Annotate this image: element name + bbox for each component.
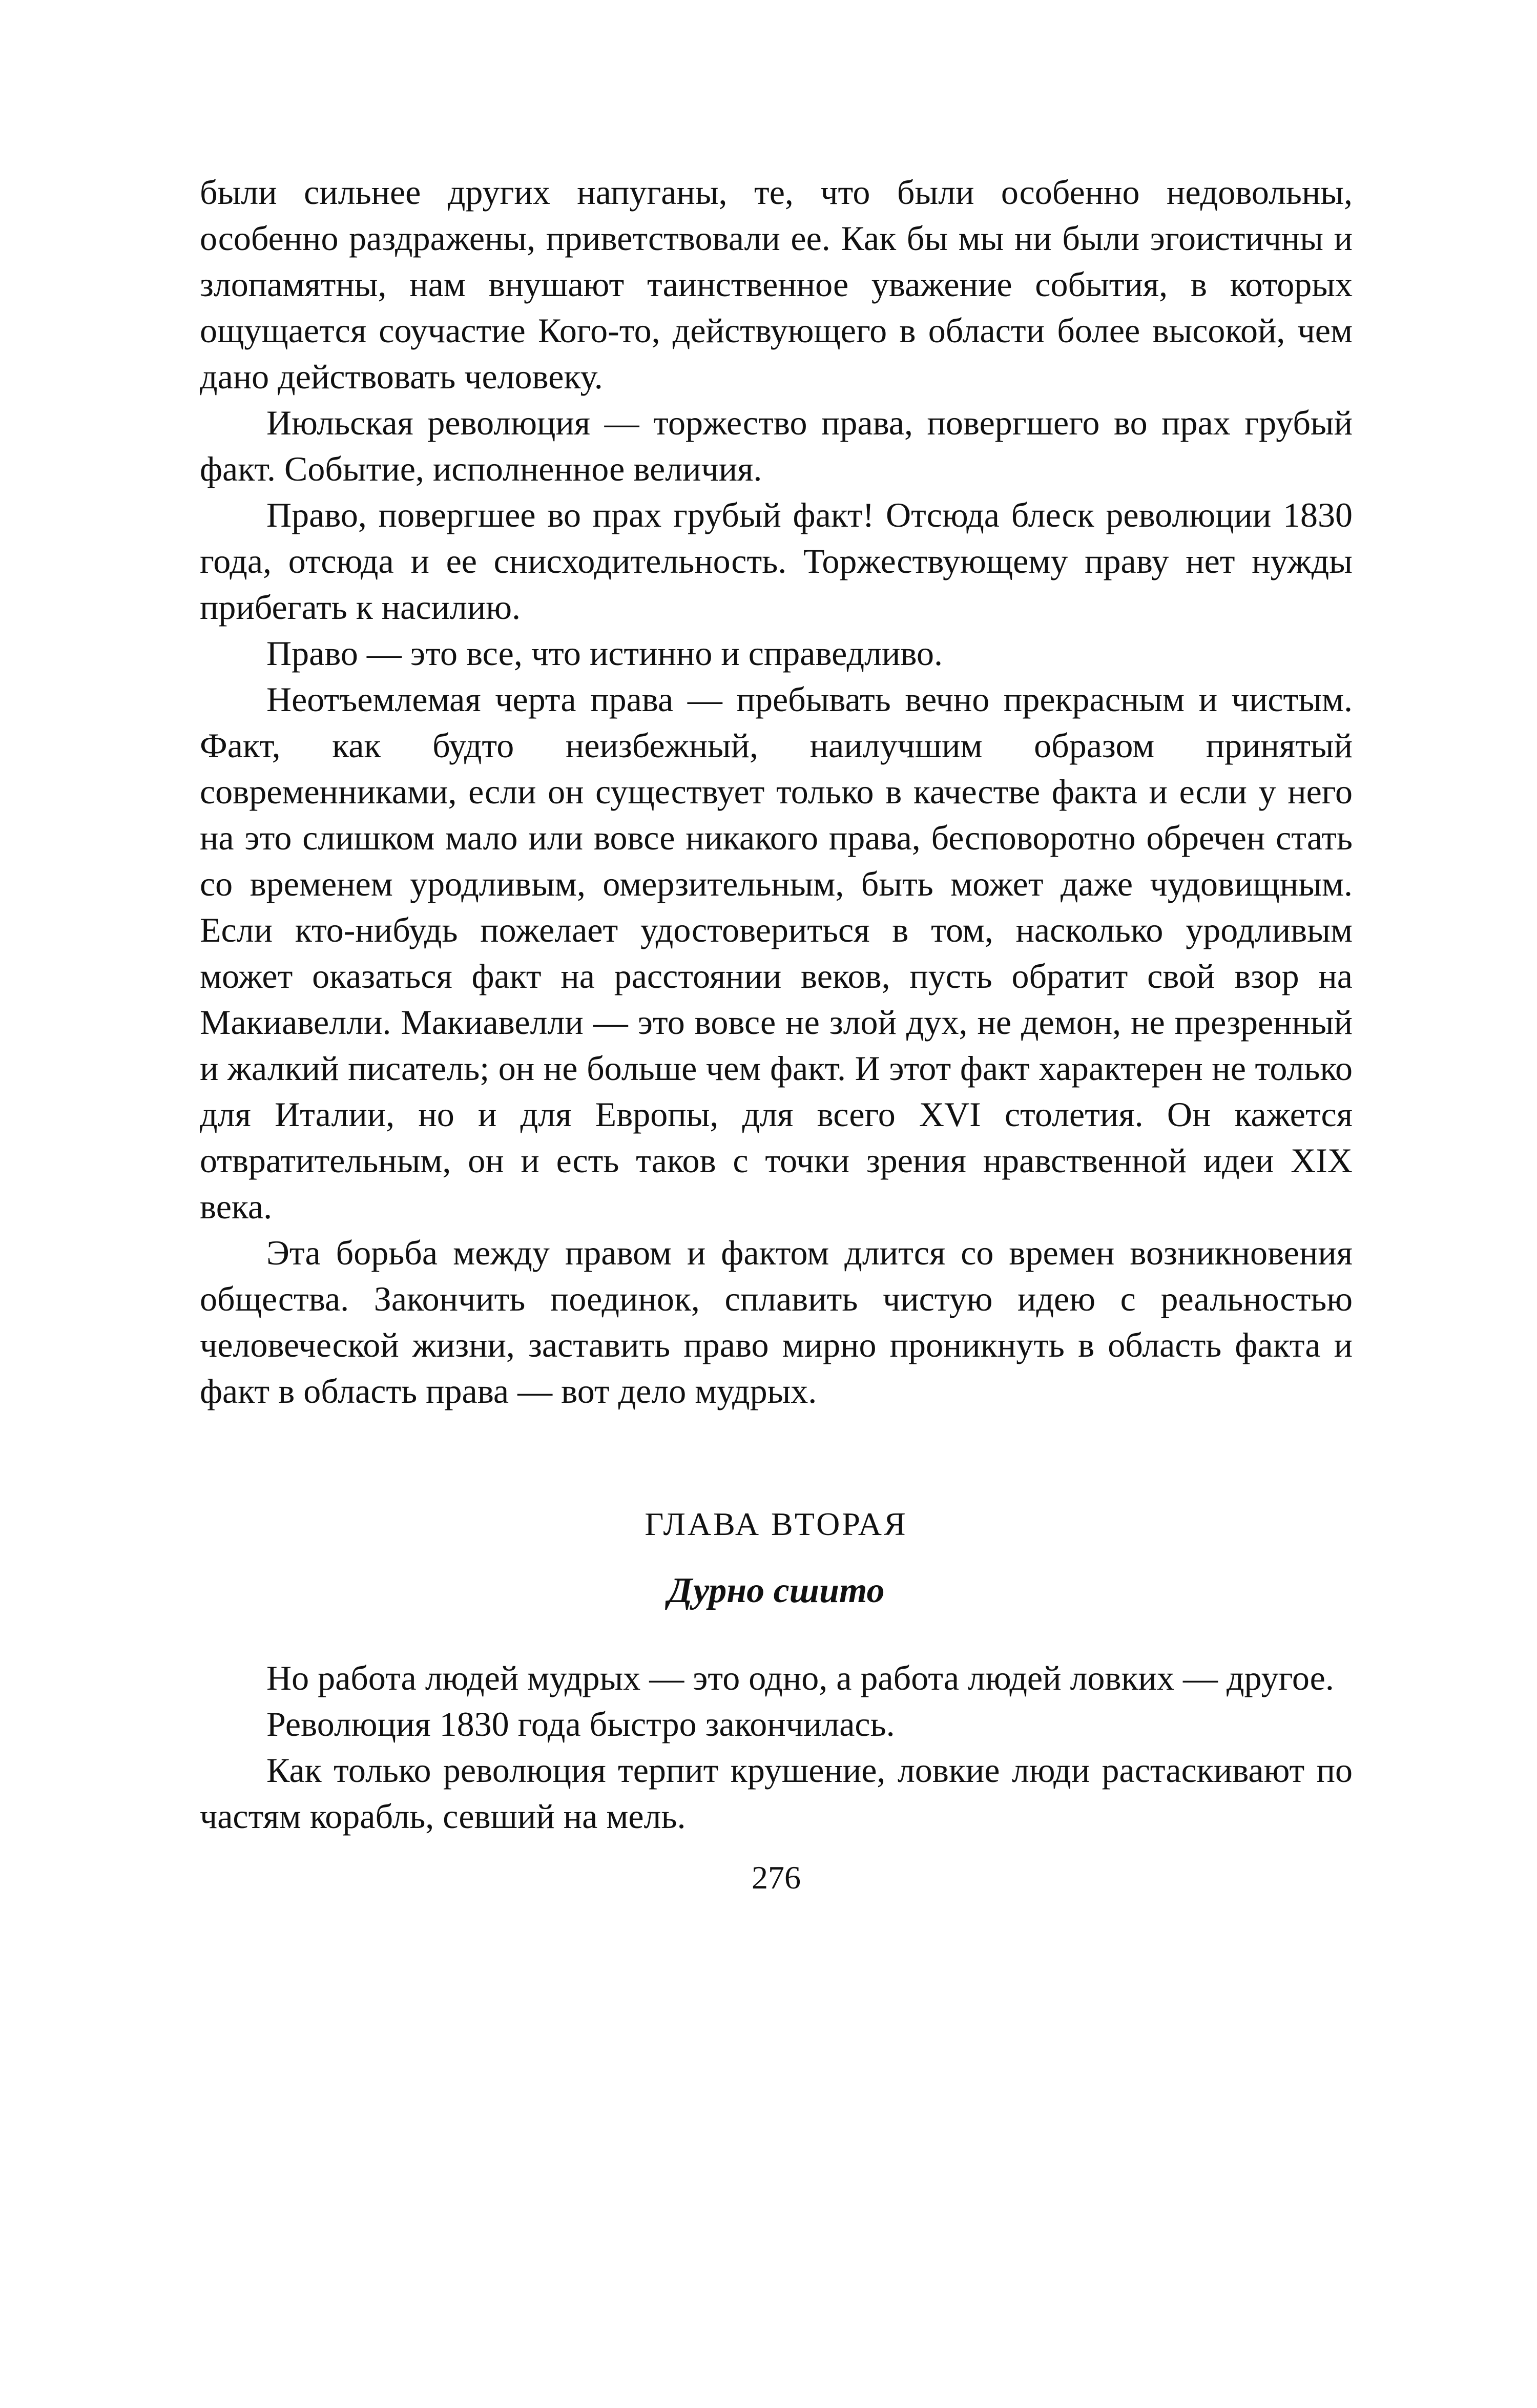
paragraph-continuation: были сильнее других напуганы, те, что были особенно недовольны, особенно раздражены, приветствовали ее. Как бы мы ни были эгоистичны и злопамятны, нам внушают таинственное уважение события, в которых ощущается соучастие Кого-то, действующего в области более высокой, чем дано действовать человеку. bbox=[200, 173, 1353, 396]
chapter-subtitle: Дурно сшито bbox=[668, 1571, 885, 1610]
paragraph-wise-and-clever: Но работа людей мудрых — это одно, а работа людей ловких — другое. bbox=[266, 1658, 1334, 1697]
page-number: 276 bbox=[752, 1859, 801, 1896]
chapter-spacer bbox=[200, 1414, 1353, 1501]
paragraph-ship-aground: Как только революция терпит крушение, ловкие люди растаскивают по частям корабль, севший на мель. bbox=[200, 1751, 1353, 1836]
paragraph-july-revolution: Июльская революция — торжество права, повергшего во прах грубый факт. Событие, исполненное величия. bbox=[200, 403, 1353, 488]
paragraph-right-triumph: Право, повергшее во прах грубый факт! Отсюда блеск революции 1830 года, отсюда и ее снисходительность. Торжествующему праву нет нужды прибегать к насилию. bbox=[200, 495, 1353, 627]
book-page bbox=[200, 169, 1353, 2270]
paragraph-right-definition: Право — это все, что истинно и справедливо. bbox=[266, 634, 943, 673]
paragraph-machiavelli: Неотъемлемая черта права — пребывать вечно прекрасным и чистым. Факт, как будто неизбежный, наилучшим образом принятый современниками, если он существует только в качестве факта и если у него на это слишком мало или вовсе никакого права, бесповоротно обречен стать со временем уродливым, омерзительным, быть может даже чудовищным. Если кто-нибудь пожелает удостовериться в том, насколько уродливым может оказаться факт на расстоянии веков, пусть обратит свой взор на Макиавелли. Макиавелли — это вовсе не злой дух, не демон, не презренный и жалкий писатель; он не больше чем факт. И этот факт характерен не только для Италии, но и для Европы, для всего XVI столетия. Он кажется отвратительным, он и есть таков с точки зрения нравственной идеи XIX века. bbox=[200, 680, 1353, 1226]
paragraph-struggle: Эта борьба между правом и фактом длится со времен возникновения общества. Закончить поединок, сплавить чистую идею с реальностью человеческой жизни, заставить право мирно проникнуть в область факта и факт в область права — вот дело мудрых. bbox=[200, 1233, 1353, 1410]
chapter-title: ГЛАВА ВТОРАЯ bbox=[645, 1506, 908, 1542]
paragraph-revolution-ended: Революция 1830 года быстро закончилась. bbox=[266, 1705, 895, 1743]
